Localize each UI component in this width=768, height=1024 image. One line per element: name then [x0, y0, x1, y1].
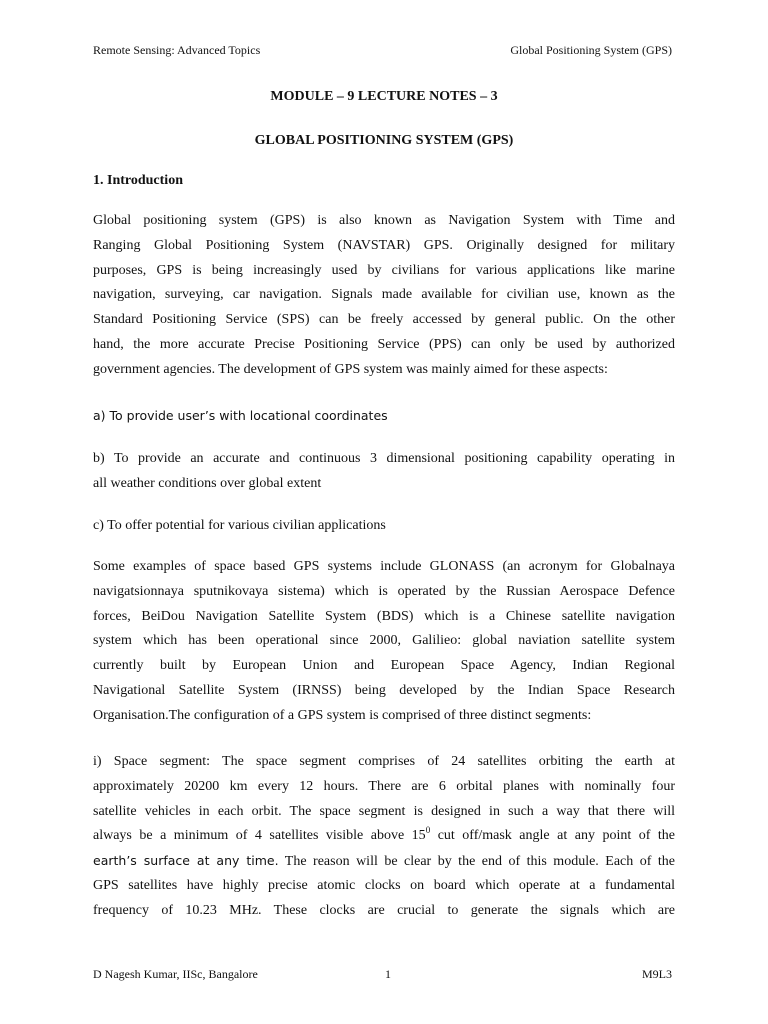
- list-item-b: [93, 447, 675, 497]
- paragraph-line: GPS satellites have highly precise atomic clocks on board which operate at a fundamental: [93, 877, 675, 893]
- paragraph-line: Some examples of space based GPS systems include GLONASS (an acronym for Globalnaya: [93, 559, 675, 574]
- intro-paragraph: [93, 209, 675, 383]
- paragraph-line: Ranging Global Positioning System (NAVSTAR) GPS. Originally designed for military: [93, 237, 675, 253]
- paragraph-line: [93, 849, 675, 874]
- paragraph-line: [93, 824, 675, 849]
- paragraph-line: frequency of 10.23 MHz. These clocks are crucial to generate the signals which are: [93, 902, 675, 918]
- list-item-a-text: a) To provide user’s with locational coordinates: [93, 408, 388, 423]
- section-heading: 1. Introduction: [93, 173, 183, 188]
- paragraph-line: i) Space segment: The space segment comprises of 24 satellites orbiting the earth at: [93, 754, 675, 769]
- line-text: cut off/mask angle at any point of the: [430, 828, 675, 844]
- paragraph-line: navigatsionnaya sputnikovaya sistema) which is operated by the Russian Aerospace Defence: [93, 583, 675, 599]
- paragraph-line: approximately 20200 km every 12 hours. There are 6 orbital planes with nominally four: [93, 778, 675, 794]
- degree-superscript: 0: [425, 825, 431, 836]
- paragraph-line: government agencies. The development of GPS system was mainly aimed for these aspects:: [93, 361, 608, 377]
- list-item-a: [93, 404, 675, 429]
- footer-author: D Nagesh Kumar, IISc, Bangalore: [93, 967, 258, 981]
- list-item-b-line: all weather conditions over global extent: [93, 475, 322, 491]
- paragraph-line: Global positioning system (GPS) is also known as Navigation System with Time and: [93, 213, 675, 228]
- header-left: Remote Sensing: Advanced Topics: [93, 43, 261, 57]
- line-text: The reason will be clear by the end of this module. Each of the: [278, 854, 675, 870]
- line-text: always be a minimum of 4 satellites visible above 15: [93, 828, 426, 844]
- paragraph-line: satellite vehicles in each orbit. The space segment is designed in such a way that there will: [93, 803, 675, 819]
- line-text: earth’s surface at any time.: [93, 853, 279, 869]
- paragraph-line: system which has been operational since 2000, Galilieo: global naviation satellite system: [93, 633, 675, 649]
- document-title: GLOBAL POSITIONING SYSTEM (GPS): [254, 133, 514, 148]
- footer-code: M9L3: [642, 967, 672, 981]
- examples-paragraph: [93, 555, 675, 729]
- list-item-c: [93, 514, 675, 539]
- list-item-b-line: b) To provide an accurate and continuous 3 dimensional positioning capability operating in: [93, 451, 675, 466]
- paragraph-line: Organisation.The configuration of a GPS system is comprised of three distinct segments:: [93, 707, 592, 723]
- paragraph-line: Standard Positioning Service (SPS) can be freely accessed by general public. On the other: [93, 312, 675, 328]
- paragraph-line: forces, BeiDou Navigation Satellite System (BDS) which is a Chinese satellite navigation: [93, 608, 675, 624]
- list-item-c-text: c) To offer potential for various civilian applications: [93, 518, 386, 533]
- module-title: MODULE – 9 LECTURE NOTES – 3: [270, 89, 498, 104]
- paragraph-line: Navigational Satellite System (IRNSS) being developed by the Indian Space Research: [93, 682, 675, 698]
- page-number: 1: [385, 967, 391, 981]
- header-right: Global Positioning System (GPS): [510, 43, 672, 57]
- paragraph-line: currently built by European Union and European Space Agency, Indian Regional: [93, 658, 675, 674]
- paragraph-line: purposes, GPS is being increasingly used by civilians for various applications like marine: [93, 262, 675, 278]
- space-segment-paragraph: [93, 750, 675, 924]
- paragraph-line: hand, the more accurate Precise Positioning Service (PPS) can only be used by authorized: [93, 336, 675, 352]
- paragraph-line: navigation, surveying, car navigation. Signals made available for civilian use, known as the: [93, 287, 675, 303]
